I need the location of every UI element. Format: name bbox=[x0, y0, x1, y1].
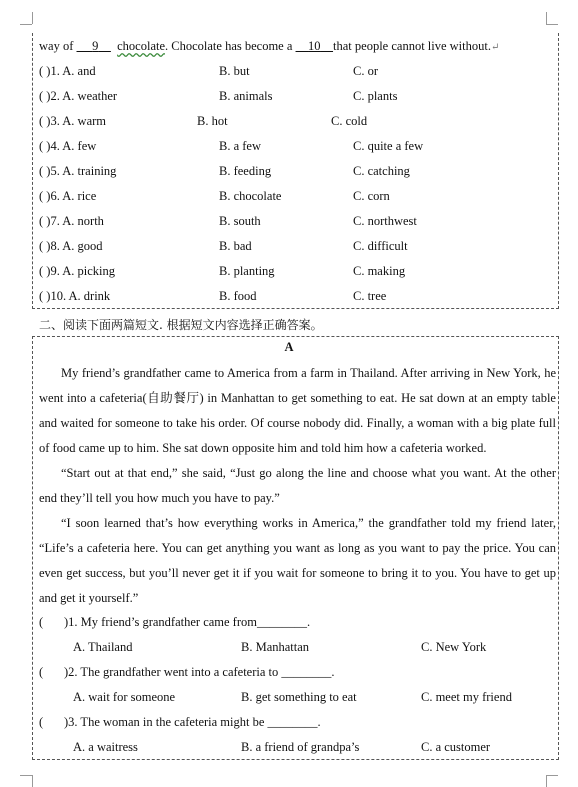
option-c: C. northwest bbox=[353, 214, 417, 228]
passage-paragraph: “I soon learned that’s how everything works in America,” the grandfather told my friend later, “Life’s a cafeteria here. You can get anything you want as long as you want to pay the price. You can even get success, but you’ll never get it if you wait for someone to bring it to you. You have to get up and get it yourself.” bbox=[39, 516, 556, 605]
option-c: C. meet my friend bbox=[421, 690, 512, 704]
crop-mark bbox=[20, 24, 32, 25]
option-b: B. but bbox=[219, 64, 250, 78]
option-a: ( )6. A. rice bbox=[39, 189, 97, 203]
option-a: ( )5. A. training bbox=[39, 164, 117, 178]
option-a: A. Thailand bbox=[73, 640, 133, 654]
spellcheck-word: chocolate bbox=[117, 39, 166, 53]
option-c: C. New York bbox=[421, 640, 487, 654]
option-c: C. making bbox=[353, 264, 406, 278]
option-a: A. a waitress bbox=[73, 740, 138, 754]
option-b: B. feeding bbox=[219, 164, 272, 178]
question-stem: )1. My friend’s grandfather came from________. bbox=[64, 615, 311, 629]
passage-tail bbox=[39, 39, 499, 54]
crop-mark bbox=[20, 775, 32, 776]
option-b: B. bad bbox=[219, 239, 252, 253]
passage-title: A bbox=[284, 340, 294, 354]
crop-mark bbox=[32, 775, 33, 787]
crop-mark bbox=[546, 24, 558, 25]
option-b: B. south bbox=[219, 214, 261, 228]
option-a: ( )8. A. good bbox=[39, 239, 103, 253]
option-b: B. animals bbox=[219, 89, 273, 103]
crop-mark bbox=[546, 775, 558, 776]
passage-paragraph: My friend’s grandfather came to America from a farm in Thailand. After arriving in New York, he went into a cafeteria(自助餐厅) in Manhattan to get something to eat. He sat down at an empty table and waited for someone to take his order. Of course nobody did. Finally, a woman with a big plate full of food came up to him. She sat down opposite him and told him how a cafeteria worked. bbox=[39, 366, 556, 455]
option-c: C. or bbox=[353, 64, 378, 78]
paragraph-mark: ↵ bbox=[490, 42, 500, 53]
passage-text: that people cannot live without. bbox=[333, 39, 491, 53]
option-b: B. food bbox=[219, 289, 257, 303]
answer-paren: ( bbox=[39, 665, 44, 679]
option-a: ( )2. A. weather bbox=[39, 89, 118, 103]
option-a: ( )4. A. few bbox=[39, 139, 97, 153]
option-a: ( )7. A. north bbox=[39, 214, 104, 228]
option-c: C. catching bbox=[353, 164, 410, 178]
blank-9: 9 bbox=[92, 39, 99, 53]
crop-mark bbox=[546, 12, 547, 24]
blank-10: 10 bbox=[308, 39, 321, 53]
option-a: ( )9. A. picking bbox=[39, 264, 116, 278]
option-b: B. planting bbox=[219, 264, 275, 278]
option-c: C. plants bbox=[353, 89, 398, 103]
option-c: C. difficult bbox=[353, 239, 408, 253]
section-heading: 二、阅读下面两篇短文. 根据短文内容选择正确答案。 bbox=[39, 318, 323, 332]
option-c: C. corn bbox=[353, 189, 390, 203]
answer-paren: ( bbox=[39, 615, 44, 629]
option-b: B. Manhattan bbox=[241, 640, 310, 654]
option-a: A. wait for someone bbox=[73, 690, 176, 704]
option-b: B. a few bbox=[219, 139, 261, 153]
question-stem: )3. The woman in the cafeteria might be ________. bbox=[64, 715, 321, 729]
passage-paragraph: “Start out at that end,” she said, “Just go along the line and choose what you want. At the other end they’ll tell you how much you have to pay.” bbox=[39, 466, 556, 505]
option-c: C. quite a few bbox=[353, 139, 424, 153]
option-b: B. get something to eat bbox=[241, 690, 357, 704]
passage-text: way of bbox=[39, 39, 77, 53]
answer-paren: ( bbox=[39, 715, 44, 729]
option-c: C. tree bbox=[353, 289, 387, 303]
crop-mark bbox=[546, 775, 547, 787]
option-c: C. a customer bbox=[421, 740, 491, 754]
crop-mark bbox=[32, 12, 33, 24]
passage-text: . Chocolate has become a bbox=[165, 39, 296, 53]
option-c: C. cold bbox=[331, 114, 368, 128]
option-b: B. chocolate bbox=[219, 189, 282, 203]
option-b: B. hot bbox=[197, 114, 228, 128]
question-stem: )2. The grandfather went into a cafeteria to ________. bbox=[64, 665, 335, 679]
option-b: B. a friend of grandpa’s bbox=[241, 740, 360, 754]
option-a: ( )1. A. and bbox=[39, 64, 96, 78]
option-a: ( )10. A. drink bbox=[39, 289, 111, 303]
option-a: ( )3. A. warm bbox=[39, 114, 106, 128]
